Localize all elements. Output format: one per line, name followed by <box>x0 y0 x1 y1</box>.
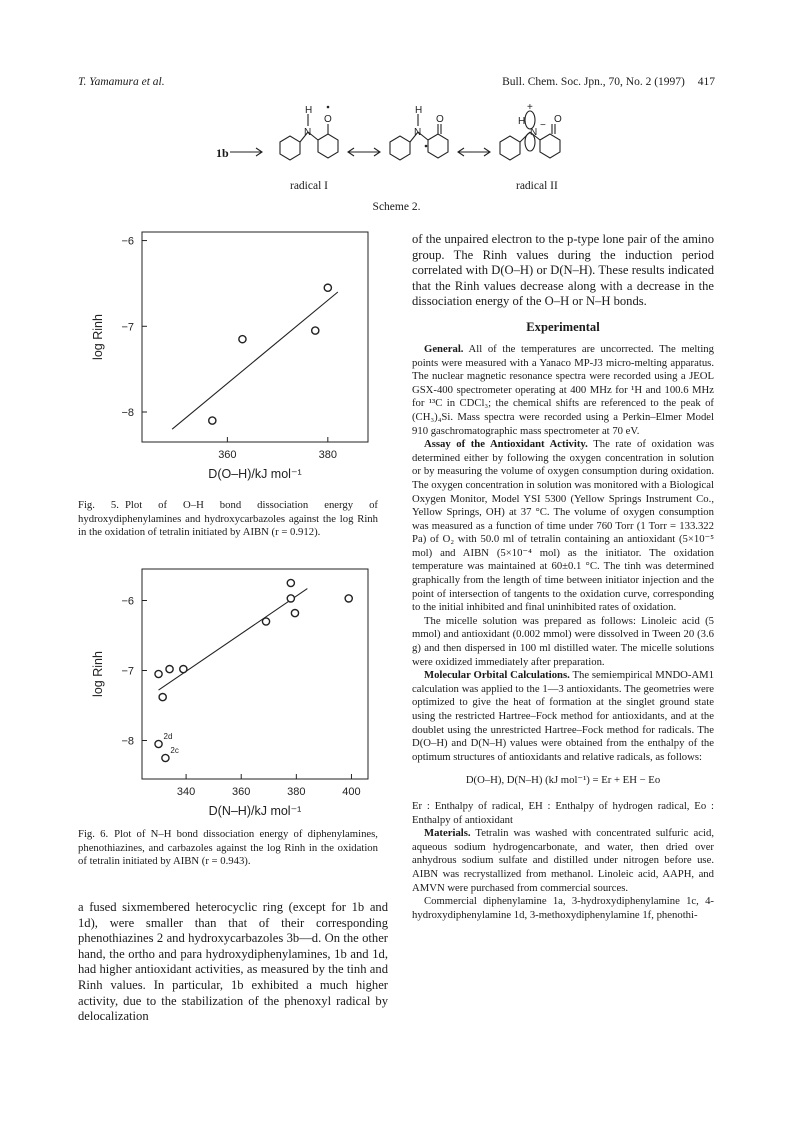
radical-i-label: radical I <box>290 180 328 192</box>
running-header-authors: T. Yamamura et al. <box>78 76 165 88</box>
y-axis-label: log Rinh <box>91 314 105 360</box>
radical-ii-label: radical II <box>516 180 558 192</box>
running-header-journal <box>502 76 715 88</box>
paragraph-text: All of the temperatures are uncorrected. The melting points were measured with a Yanaco MP-J3 micro-melting apparatus. The nuclear magnetic resonance spectra were recorded using a JEOL GSX-400 spectrometer operating at 400 MHz for ¹H and 100.6 MHz for ¹³C in CDCl₃; the chemical shifts are referenced to the peak of (CH₃)₄Si. Mass spectra were recorded using a Perkin–Elmer Model 910 gaschromatographic mass spectrometer at 70 eV. <box>412 342 714 437</box>
section-title: Experimental <box>526 319 600 334</box>
paragraph-mo <box>412 669 714 764</box>
x-tick-label: 400 <box>342 786 361 798</box>
data-point <box>166 666 173 673</box>
svg-text:O: O <box>436 114 444 125</box>
x-tick-label: 360 <box>218 449 237 461</box>
figure-5-caption-text: Plot of O–H bond dissociation energy of hydroxydiphenylamines and hydroxycarbazoles against the log Rinh in the oxidation of tetralin initiated by AIBN (r = 0.912). <box>78 499 378 538</box>
data-point <box>262 618 269 625</box>
left-paragraph: a fused sixmembered heterocyclic ring (except for 1b and 1d), were smaller than that of their corresponding phenothiazines 2 and hydroxycarbazoles 3b—d. On the other hand, the ortho and para hydroxydiphenylamines, 1b and 1d, had higher antioxidant activities, as measured by the tinh and Rinh values. In particular, 1b exhibited a much higher activity, due to the stabilization of the phenoxyl radical by delocalization <box>78 900 388 1024</box>
paragraph-head: Materials. <box>424 827 471 840</box>
paragraph-commercial: Commercial diphenylamine 1a, 3-hydroxydiphenylamine 1c, 4-hydroxydiphenylamine 1d, 3-methoxydiphenylamine 1f, phenothi- <box>412 895 714 921</box>
svg-text:N: N <box>530 127 538 138</box>
point-label: 2d <box>163 732 173 741</box>
paragraph-materials <box>412 827 714 895</box>
data-point <box>239 336 246 343</box>
paragraph-head: Assay of the Antioxidant Activity. <box>424 438 588 451</box>
x-tick-label: 380 <box>287 786 306 798</box>
paragraph-text: The micelle solution was prepared as follows: Linoleic acid (5 mmol) and antioxidant (0.002 mmol) were dissolved in Tween 20 (3.6 g) and then dispersed in 100 ml distilled water. The micelle solutions were oxidized immediately after preparation. <box>412 614 714 668</box>
data-point <box>287 579 294 586</box>
y-tick-label: −8 <box>121 407 134 419</box>
paragraph-head: General. <box>424 342 464 355</box>
paragraph-micelle <box>412 615 714 669</box>
experimental-body <box>412 343 714 922</box>
paragraph-head: Molecular Orbital Calculations. <box>424 669 570 682</box>
x-tick-label: 360 <box>232 786 251 798</box>
svg-text:H: H <box>415 105 423 116</box>
figure-6-caption <box>78 828 378 869</box>
svg-text:+: + <box>527 102 533 113</box>
data-point <box>324 284 331 291</box>
svg-text:N: N <box>414 127 422 138</box>
data-point <box>287 595 294 602</box>
data-point <box>159 694 166 701</box>
paragraph-text: Tetralin was washed with concentrated sulfuric acid, aqueous sodium hydrogencarbonate, and water, then dried over anhydrous sodium sulfate and distilled under nitrogen before use. AIBN was recrystallized from methanol. Linoleic acid, AAPH, and AMVN were purchased from commercial sources. <box>412 827 714 894</box>
x-tick-label: 380 <box>318 449 338 461</box>
fit-line <box>172 292 338 429</box>
data-point <box>155 670 162 677</box>
left-column-text <box>78 900 388 1025</box>
y-tick-label: −7 <box>121 665 134 678</box>
point-label: 2c <box>170 746 179 755</box>
right-intro-text: of the unpaired electron to the p-type lone pair of the amino group. The Rinh values during the induction period correlated with D(O–H) or D(N–H). These results indicated that the Rinh values decrease along with a decrease in the dissociation energy of the O–H or N–H bonds. <box>412 232 714 309</box>
svg-text:O: O <box>324 114 332 125</box>
scheme-caption: Scheme 2. <box>372 201 421 213</box>
svg-text:O: O <box>554 114 562 125</box>
right-column <box>412 232 714 922</box>
figure-5-label: Fig. 5. <box>78 499 119 511</box>
x-tick-label: 340 <box>176 786 196 798</box>
x-axis-label: D(O–H)/kJ mol⁻¹ <box>208 467 302 481</box>
paragraph-assay <box>412 438 714 615</box>
y-axis-label: log Rinh <box>91 651 105 697</box>
plot-frame <box>142 232 368 442</box>
data-point <box>162 754 169 761</box>
x-axis-label: D(N–H)/kJ mol⁻¹ <box>208 804 302 818</box>
y-tick-label: −6 <box>121 595 134 608</box>
y-tick-label: −6 <box>121 235 134 248</box>
right-intro <box>412 232 714 310</box>
figure-5-caption <box>78 499 378 540</box>
figure-5-chart <box>80 226 380 484</box>
fit-line <box>159 589 308 691</box>
y-tick-label: −8 <box>121 735 134 748</box>
page-number: 417 <box>697 76 715 88</box>
svg-text:N: N <box>304 127 312 138</box>
svg-text:H: H <box>518 116 526 127</box>
figure-6-caption-text: Plot of N–H bond dissociation energy of diphenylamines, phenothiazines, and carbazoles against the log Rinh in the oxidation of tetralin initiated by AIBN (r = 0.943). <box>78 828 378 867</box>
data-point <box>180 666 187 673</box>
journal-citation: Bull. Chem. Soc. Jpn., 70, No. 2 (1997) <box>502 76 685 88</box>
data-point <box>155 740 162 747</box>
data-point <box>291 610 298 617</box>
data-point <box>345 595 352 602</box>
svg-text:−: − <box>540 120 546 131</box>
figure-6-chart <box>80 563 380 821</box>
data-point <box>312 327 319 334</box>
scheme-label-1b: 1b <box>216 146 229 160</box>
paragraph-text: The semiempirical MNDO-AM1 calculation was applied to the 1—3 antioxidants. The geometries were optimized to give the heat of formation at the singlet ground state using the restricted Hartree–Fock method for antioxidants, and at the doublet using the unrestricted Hartree–Fock method for radicals. The D(O–H) and D(N–H) values were obtained from the enthalpy of the optimum structures of antioxidants and relative radicals, as follows: <box>412 669 715 763</box>
figure-6-label: Fig. 6. <box>78 828 109 840</box>
data-point <box>209 417 216 424</box>
equation: D(O–H), D(N–H) (kJ mol⁻¹) = Er + EH − Eo <box>465 774 661 787</box>
definitions: Er : Enthalpy of radical, EH : Enthalpy of hydrogen radical, Eo : Enthalpy of antioxidant <box>412 799 714 826</box>
svg-text:H: H <box>305 105 313 116</box>
y-tick-label: −7 <box>121 321 134 334</box>
paragraph-text: The rate of oxidation was determined either by following the oxygen concentration in solution or by measuring the volume of oxygen consumption during oxidation. The oxygen concentration in solution was monitored with a Biological Oxygen Monitor, Model YSI 5300 (Yellow Springs Instrument Co., Yellow Springs, OH) at 37 °C. The volume of oxygen consumption was measured as a function of time under 760 Torr (1 Torr = 133.322 Pa) of O₂ with 50.0 ml of tetralin containing an antioxidant (5×10⁻⁵ mol) and AIBN (5×10⁻⁴ mol) as the initiator. The oxidation temperature was maintained at 60±0.1 °C. The tinh was determined graphically from the length of time between initiator injection and the point of intersection of tangents to the oxidation curve, corresponding to the initial inhibited and final uninhibited rates of oxidation. <box>412 438 714 614</box>
paragraph-general <box>412 343 714 438</box>
